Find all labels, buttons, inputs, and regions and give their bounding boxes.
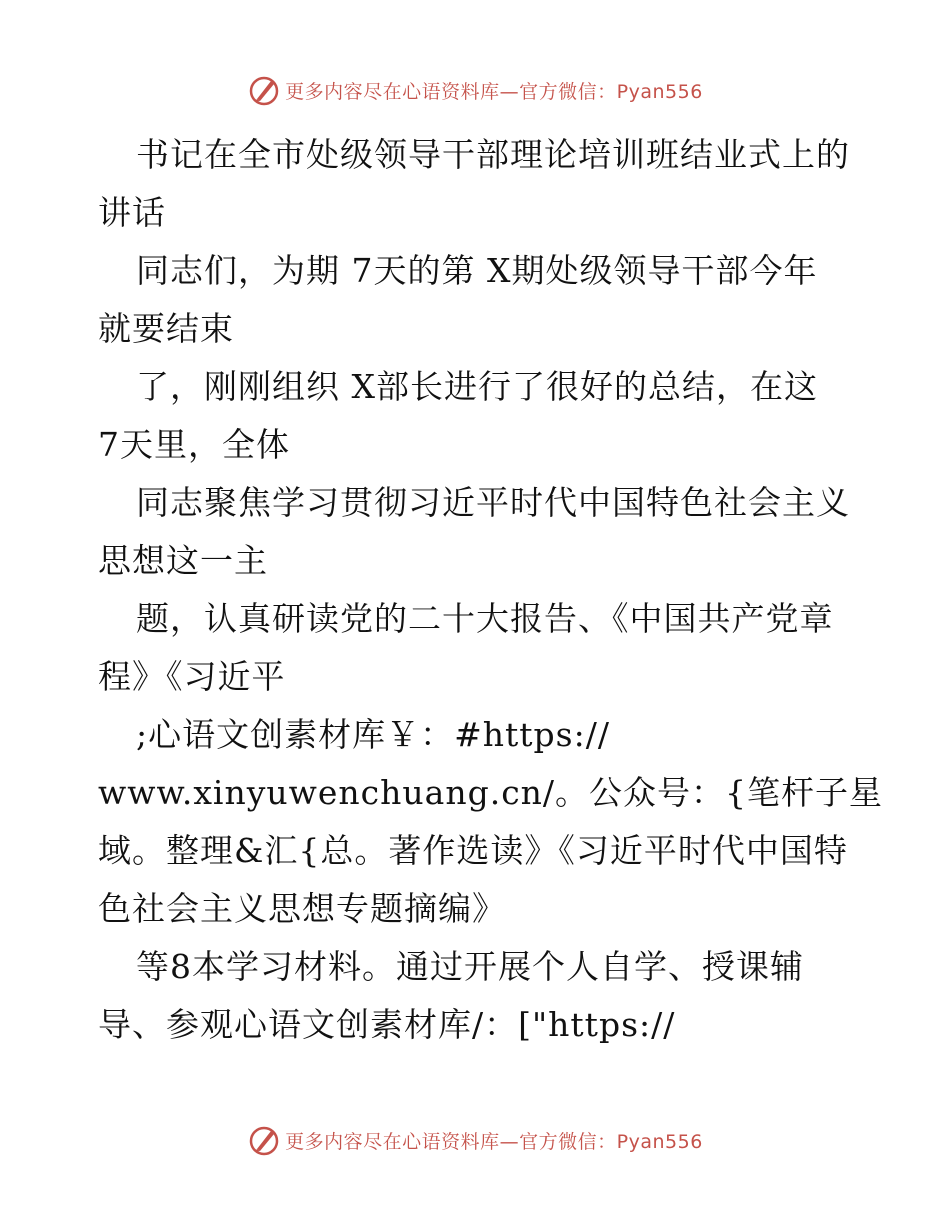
pen-nib-logo-icon	[247, 73, 281, 107]
body-text-line: 题，认真研读党的二十大报告、《中国共产党章	[136, 599, 834, 638]
body-text-line: www.xinyuwenchuang.cn/。公众号：{笔杆子星	[98, 773, 884, 812]
body-text-line: 色社会主义思想专题摘编》	[98, 889, 506, 928]
body-text-line: 就要结束	[98, 309, 234, 348]
body-text-line: 同志聚焦学习贯彻习近平时代中国特色社会主义	[136, 483, 850, 522]
body-text-line: 等8本学习材料。通过开展个人自学、授课辅	[136, 947, 804, 986]
body-text-line: 程》《习近平	[98, 657, 286, 696]
pen-nib-logo-icon	[247, 1123, 281, 1157]
body-text-line: 7天里，全体	[98, 425, 290, 464]
footer-banner	[0, 1120, 950, 1160]
body-text-line: 讲话	[98, 193, 166, 232]
body-text-line: 同志们，为期 7天的第 X期处级领导干部今年	[136, 251, 818, 290]
document-body	[98, 126, 884, 1054]
header-banner	[0, 70, 950, 110]
footer-banner-text: 更多内容尽在心语资料库—官方微信：Pyan556	[285, 1130, 703, 1153]
body-text-line: ;心语文创素材库￥：#https://	[136, 715, 610, 754]
body-text-line: 域。整理&汇{总。著作选读》《习近平时代中国特	[98, 831, 848, 870]
body-text-line: 思想这一主	[98, 541, 268, 580]
header-banner-text: 更多内容尽在心语资料库—官方微信：Pyan556	[285, 80, 703, 103]
body-text-line: 了，刚刚组织 X部长进行了很好的总结，在这	[136, 367, 818, 406]
body-text-line: 书记在全市处级领导干部理论培训班结业式上的	[136, 135, 850, 174]
body-text-line: 导、参观心语文创素材库/：["https://	[98, 1005, 676, 1044]
